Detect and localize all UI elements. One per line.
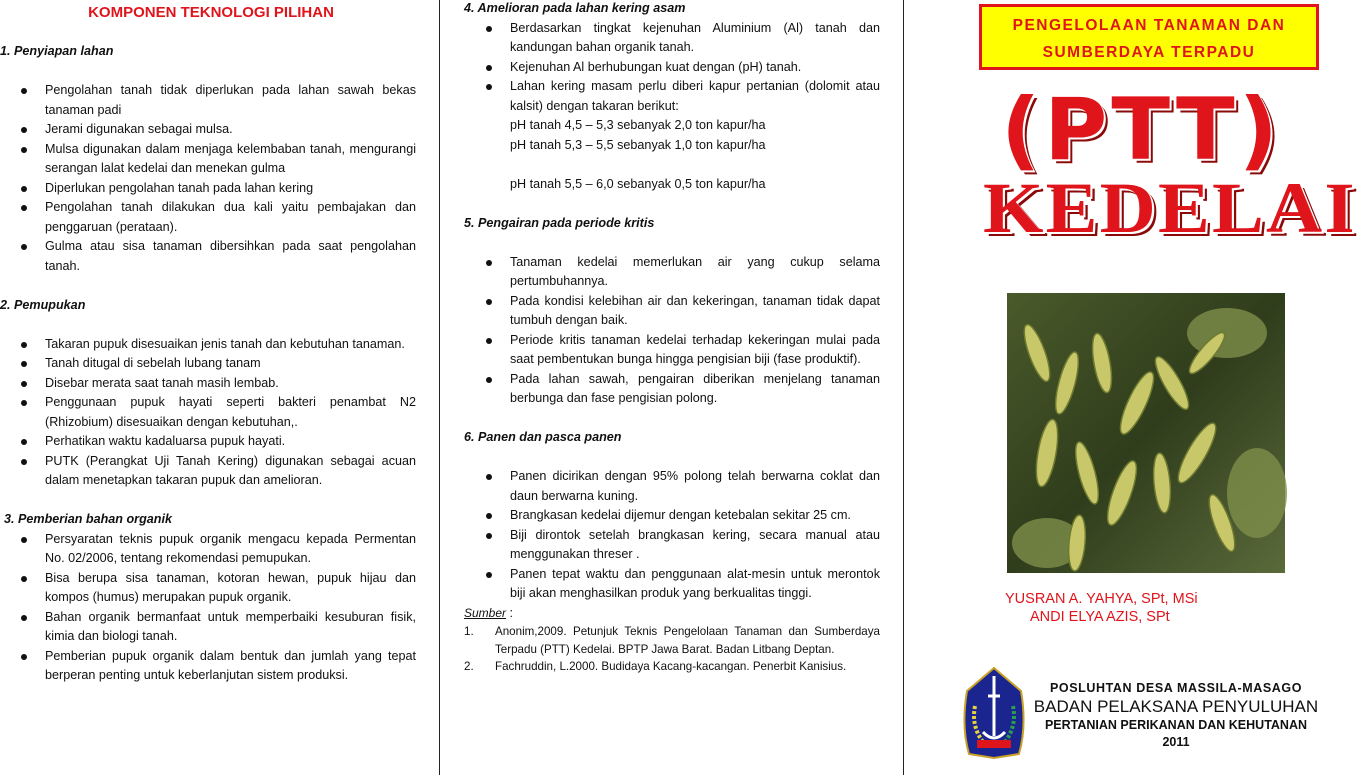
list-item: Lahan kering masam perlu diberi kapur pertanian (dolomit atau kalsit) dengan takaran berikut: xyxy=(464,77,880,116)
kedelai-title: KEDELAI xyxy=(983,168,1357,248)
heading-bahan-organik: 3. Pemberian bahan organik xyxy=(4,512,172,526)
ph-line: pH tanah 5,3 – 5,5 sebanyak 1,0 ton kapur/ha xyxy=(510,137,766,152)
list-item: Periode kritis tanaman kedelai terhadap kekeringan mulai pada saat pembentukan bunga hingga pengisian biji (fase produktif). xyxy=(464,331,880,370)
list-item: Panen dicirikan dengan 95% polong telah berwarna coklat dan daun berwarna kuning. xyxy=(464,467,880,506)
year: 2011 xyxy=(1162,735,1190,749)
emblem-logo xyxy=(961,666,1027,760)
cover-panel xyxy=(905,0,1357,775)
list-item: Jerami digunakan sebagai mulsa. xyxy=(0,120,416,140)
reference-item: 2. Fachruddin, L.2000. Budidaya Kacang-kacangan. Penerbit Kanisius. xyxy=(464,660,847,673)
list-item: Diperlukan pengolahan tanah pada lahan kering xyxy=(0,179,416,199)
list-item: Takaran pupuk disesuaikan jenis tanah dan kebutuhan tanaman. xyxy=(0,335,416,355)
ptt-title: (PTT) xyxy=(1001,80,1282,180)
list-item: Pengolahan tanah tidak diperlukan pada lahan sawah bekas tanaman padi xyxy=(0,81,416,120)
list-item: Berdasarkan tingkat kejenuhan Aluminium (Al) tanah dan kandungan bahan organik tanah. xyxy=(464,19,880,58)
heading-penyiapan-lahan: 1. Penyiapan lahan xyxy=(0,44,114,58)
list-item: Bahan organik bermanfaat untuk memperbaiki kesuburan fisik, kimia dan biologi tanah. xyxy=(0,608,416,647)
heading-amelioran: 4. Amelioran pada lahan kering asam xyxy=(464,1,686,15)
fold-divider xyxy=(903,0,904,775)
fold-divider xyxy=(439,0,440,775)
soybean-photo xyxy=(1007,293,1285,573)
list-item: Kejenuhan Al berhubungan kuat dengan (pH) tanah. xyxy=(464,58,880,78)
list-item: Perhatikan waktu kadaluarsa pupuk hayati. xyxy=(0,432,416,452)
list-item: Mulsa digunakan dalam menjaga kelembaban tanah, mengurangi serangan lalat kedelai dan menekan gulma xyxy=(0,140,416,179)
panel-middle: 4. Amelioran pada lahan kering asam Berdasarkan tingkat kejenuhan Aluminium (Al) tanah dan kandungan bahan organik tanah. Kejenuhan Al berhubungan kuat dengan (pH) tanah. Lahan kering masam perlu diberi kapur pertanian (dolomit atau kalsit) dengan takaran berikut: pH tanah 4,5 – 5,3 sebanyak 2,0 ton kapur/ha pH tanah 5,3 – 5,5 sebanyak 1,0 ton kapur/ha pH tanah 5,5 – 6,0 sebanyak 0,5 ton kapur/ha 5. Pengairan pada periode kritis Tanaman kedelai memerlukan air yang cukup selama pertumbuhannya. Pada kondisi kelebihan air dan kekeringan, tanaman tidak dapat tumbuh dengan baik. Periode kritis tanaman kedelai terhadap kekeringan mulai pada saat pembentukan bunga hingga pengisian biji (fase produktif). Pada lahan sawah, pengairan diberikan menjelang tanaman berbunga dan fase pengisian polong. 6. Panen dan pasca panen Panen dicirikan dengan 95% polong telah berwarna coklat dan daun berwarna kuning. Brangkasan kedelai dijemur dengan ketebalan sekitar 25 cm. Biji dirontok setelah brangkasan kering, secara manual atau menggunakan threser . Panen tepat waktu dan penggunaan alat-mesin untuk merontok biji akan menghasilkan produk yang berkualitas tinggi. Sumber : 1. Anonim,2009. Petunjuk Teknis Pengelolaan Tanaman dan Sumberdaya Terpadu (PTT) Kedelai. BPTP Jawa Barat. Badan Litbang Deptan. 2. Fachruddin, L.2000. Budidaya Kacang-kacangan. Penerbit Kanisius. xyxy=(464,0,880,676)
list-item: Panen tepat waktu dan penggunaan alat-mesin untuk merontok biji akan menghasilkan produk yang berkualitas tinggi. xyxy=(464,565,880,604)
reference-item: 1. Anonim,2009. Petunjuk Teknis Pengelolaan Tanaman dan Sumberdaya Terpadu (PTT) Kedelai. BPTP Jawa Barat. Badan Litbang Deptan. xyxy=(464,625,880,656)
list-item: Biji dirontok setelah brangkasan kering, secara manual atau menggunakan threser . xyxy=(464,526,880,565)
title-banner: PENGELOLAAN TANAMAN DAN SUMBERDAYA TERPADU xyxy=(979,4,1319,70)
list-item: Tanaman kedelai memerlukan air yang cukup selama pertumbuhannya. xyxy=(464,253,880,292)
list-penyiapan-lahan xyxy=(0,81,416,276)
panel-left xyxy=(0,0,416,686)
list-pengairan xyxy=(464,253,880,409)
list-item: Disebar merata saat tanah masih lembab. xyxy=(0,374,416,394)
list-item: Tanah ditugal di sebelah lubang tanam xyxy=(0,354,416,374)
list-item: PUTK (Perangkat Uji Tanah Kering) digunakan sebagai acuan dalam menetapkan takaran pupuk dan amelioran. xyxy=(0,452,416,491)
list-panen xyxy=(464,467,880,604)
authors: YUSRAN A. YAHYA, SPt, MSi ANDI ELYA AZIS, SPt xyxy=(1005,591,1198,625)
list-item: Pemberian pupuk organik dalam bentuk dan jumlah yang tepat berperan penting untuk keberlanjutan sistem produksi. xyxy=(0,647,416,686)
section-title: KOMPONEN TEKNOLOGI PILIHAN xyxy=(88,4,334,21)
list-item: Penggunaan pupuk hayati seperti bakteri penambat N2 (Rhizobium) disesuaikan dengan kebutuhan,. xyxy=(0,393,416,432)
organization-block: POSLUHTAN DESA MASSILA-MASAGO BADAN PELAKSANA PENYULUHAN PERTANIAN PERIKANAN DAN KEHUTANAN 2011 xyxy=(1031,680,1321,750)
sumber-label: Sumber xyxy=(464,605,507,620)
list-item: Persyaratan teknis pupuk organik mengacu kepada Permentan No. 02/2006, tentang rekomendasi pemupukan. xyxy=(0,530,416,569)
list-item: Brangkasan kedelai dijemur dengan ketebalan sekitar 25 cm. xyxy=(464,506,880,526)
list-item: Gulma atau sisa tanaman dibersihkan pada saat pengolahan tanah. xyxy=(0,237,416,276)
ph-line: pH tanah 4,5 – 5,3 sebanyak 2,0 ton kapur/ha xyxy=(510,118,766,132)
heading-pemupukan: 2. Pemupukan xyxy=(0,297,86,312)
list-item: Pada lahan sawah, pengairan diberikan menjelang tanaman berbunga dan fase pengisian polong. xyxy=(464,370,880,409)
list-item: Pengolahan tanah dilakukan dua kali yaitu pembajakan dan penggaruan (perataan). xyxy=(0,198,416,237)
heading-pengairan: 5. Pengairan pada periode kritis xyxy=(464,215,655,230)
ph-line: pH tanah 5,5 – 6,0 sebanyak 0,5 ton kapur/ha xyxy=(510,176,766,191)
list-amelioran xyxy=(464,19,880,117)
list-pemupukan xyxy=(0,335,416,491)
list-bahan-organik xyxy=(0,530,416,686)
list-item: Pada kondisi kelebihan air dan kekeringan, tanaman tidak dapat tumbuh dengan baik. xyxy=(464,292,880,331)
heading-panen: 6. Panen dan pasca panen xyxy=(464,430,622,444)
list-item: Bisa berupa sisa tanaman, kotoran hewan, pupuk hijau dan kompos (humus) merupakan pupuk organik. xyxy=(0,569,416,608)
